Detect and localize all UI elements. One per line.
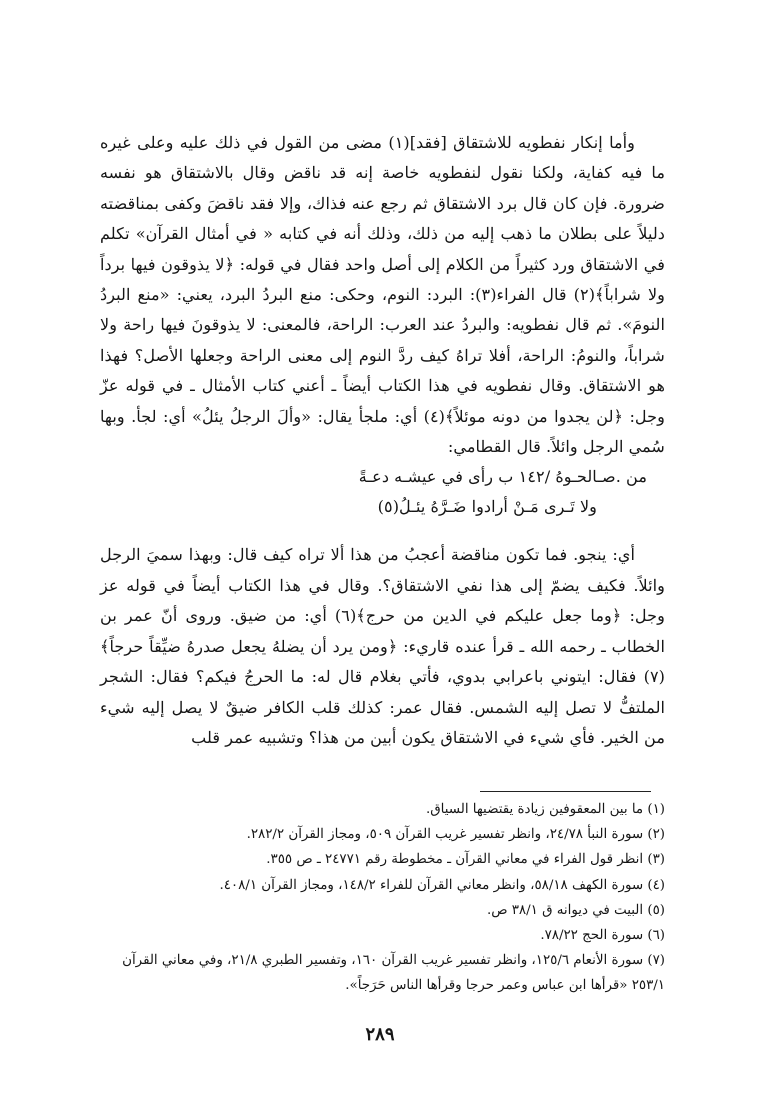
footnote-2: (٢) سورة النبأ ٢٤/٧٨، وانظر تفسير غريب القرآن ٥٠٩، ومجاز القرآن ٢٨٢/٢. xyxy=(246,827,665,843)
footnote-6: (٦) سورة الحج ٧٨/٢٢. xyxy=(540,928,665,944)
paragraph-1: وأما إنكار نفطويه للاشتقاق [فقد](١) مضى من القول في ذلك عليه وعلى غيره ما فيه كفاية، ولكنا نقول لنفطويه خاصة إنه قد ناقض وقال بالاشتقاق هو نفسه ضرورة. فإن كان قال برد الاشتقاق ثم رجع عنه فذاك، وإلا فقد ناقضَ وكفى بمناقضته دليلاً على بطلان ما ذهب إليه من ذلك، وذلك أنه في كتابه « في أمثال القرآن» تكلم في الاشتقاق ورد كثيراً من الكلام إلى أصل واحد فقال في قوله: ﴿لا يذوقون فيها برداً ولا شراباً﴾(٢) قال الفراء(٣): البرد: النوم، وحكى: منع البردُ البرد، يعني: «منع البردُ النومَ». ثم قال نفطويه: والبردُ عند العرب: الراحة، فالمعنى: لا يذوقونَ فيها راحة ولا شراباً، والنومُ: الراحة، أفلا تراهُ كيف ردَّ النوم إلى معنى الراحة وجعلها الأصل؟ فهذا هو الاشتقاق. وقال نفطويه في هذا الكتاب أيضاً ـ أعني كتاب الأمثال ـ في قوله عزّ وجل: ﴿لن يجدوا من دونه موئلاً﴾(٤) أي: ملجأ يقال: «وألَ الرجلُ يئلُ» أي: لجأ. وبها سُمي الرجل وائلاً. قال القطامي: xyxy=(100,133,665,457)
footnote-4: (٤) سورة الكهف ٥٨/١٨، وانظر معاني القرآن للفراء ١٤٨/٢، ومجاز القرآن ٤٠٨/١. xyxy=(219,877,665,893)
main-text xyxy=(100,128,665,753)
verse-hemistich-1: من .صـالحـوهُ /١٤٢ ب رأى في عيشـه دعـةً xyxy=(358,467,647,487)
footnote-1: (١) ما بين المعقوفين زيادة يقتضيها السياق. xyxy=(426,802,665,817)
verse-hemistich-2: ولا تَـرى مَـنْ أرادوا ضَـرَّهُ يئـلُ(٥) xyxy=(377,497,597,517)
footnote-5: (٥) البيت في ديوانه ق ٣٨/١ ص. xyxy=(487,902,665,918)
paragraph-2: أي: ينجو. فما تكون مناقضة أعجبُ من هذا ألا تراه كيف قال: وبهذا سميَ الرجل وائلاً. فكيف يضمّ إلى هذا نفي الاشتقاق؟. وقال في هذا الكتاب أيضاً في قوله عز وجل: ﴿وما جعل عليكم في الدين من حرج﴾(٦) أي: من ضيق. وروى أنّ عمر بن الخطاب ـ رحمه الله ـ قرأ عنده قاريء: ﴿ومن يرد أن يضلهُ يجعل صدرهُ ضيِّقاً حرجاً﴾(٧) فقال: ايتوني باعرابي بدوي، فأتي بغلام قال له: ما الحرجُ فيكم؟ فقال: الشجر الملتفُّ لا تصل إليه الشمس. فقال عمر: كذلك قلب الكافر ضيقٌ لا يصل إليه شيء من الخير. فأي شيء في الاشتقاق يكون أبين من هذا؟ وتشبيه عمر قلب xyxy=(100,545,666,747)
paragraph-gap xyxy=(100,522,665,540)
footnote-7: (٧) سورة الأنعام ١٢٥/٦، وانظر تفسير غريب القرآن ١٦٠، وتفسير الطبري ٢١/٨، وفي معاني القرآن ٢٥٣/١ «قرأها ابن عباس وعمر حرجا وقرأها الناس حَرَجاً». xyxy=(122,953,665,994)
footnote-3: (٣) انظر قول الفراء في معاني القرآن ـ مخطوطة رقم ٢٤٧٧١ ـ ص ٣٥٥. xyxy=(266,852,665,868)
footnote-divider xyxy=(480,791,651,792)
poetry-verse xyxy=(100,462,665,522)
footnotes xyxy=(110,797,665,999)
page-number: ٢٨٩ xyxy=(365,1024,395,1045)
